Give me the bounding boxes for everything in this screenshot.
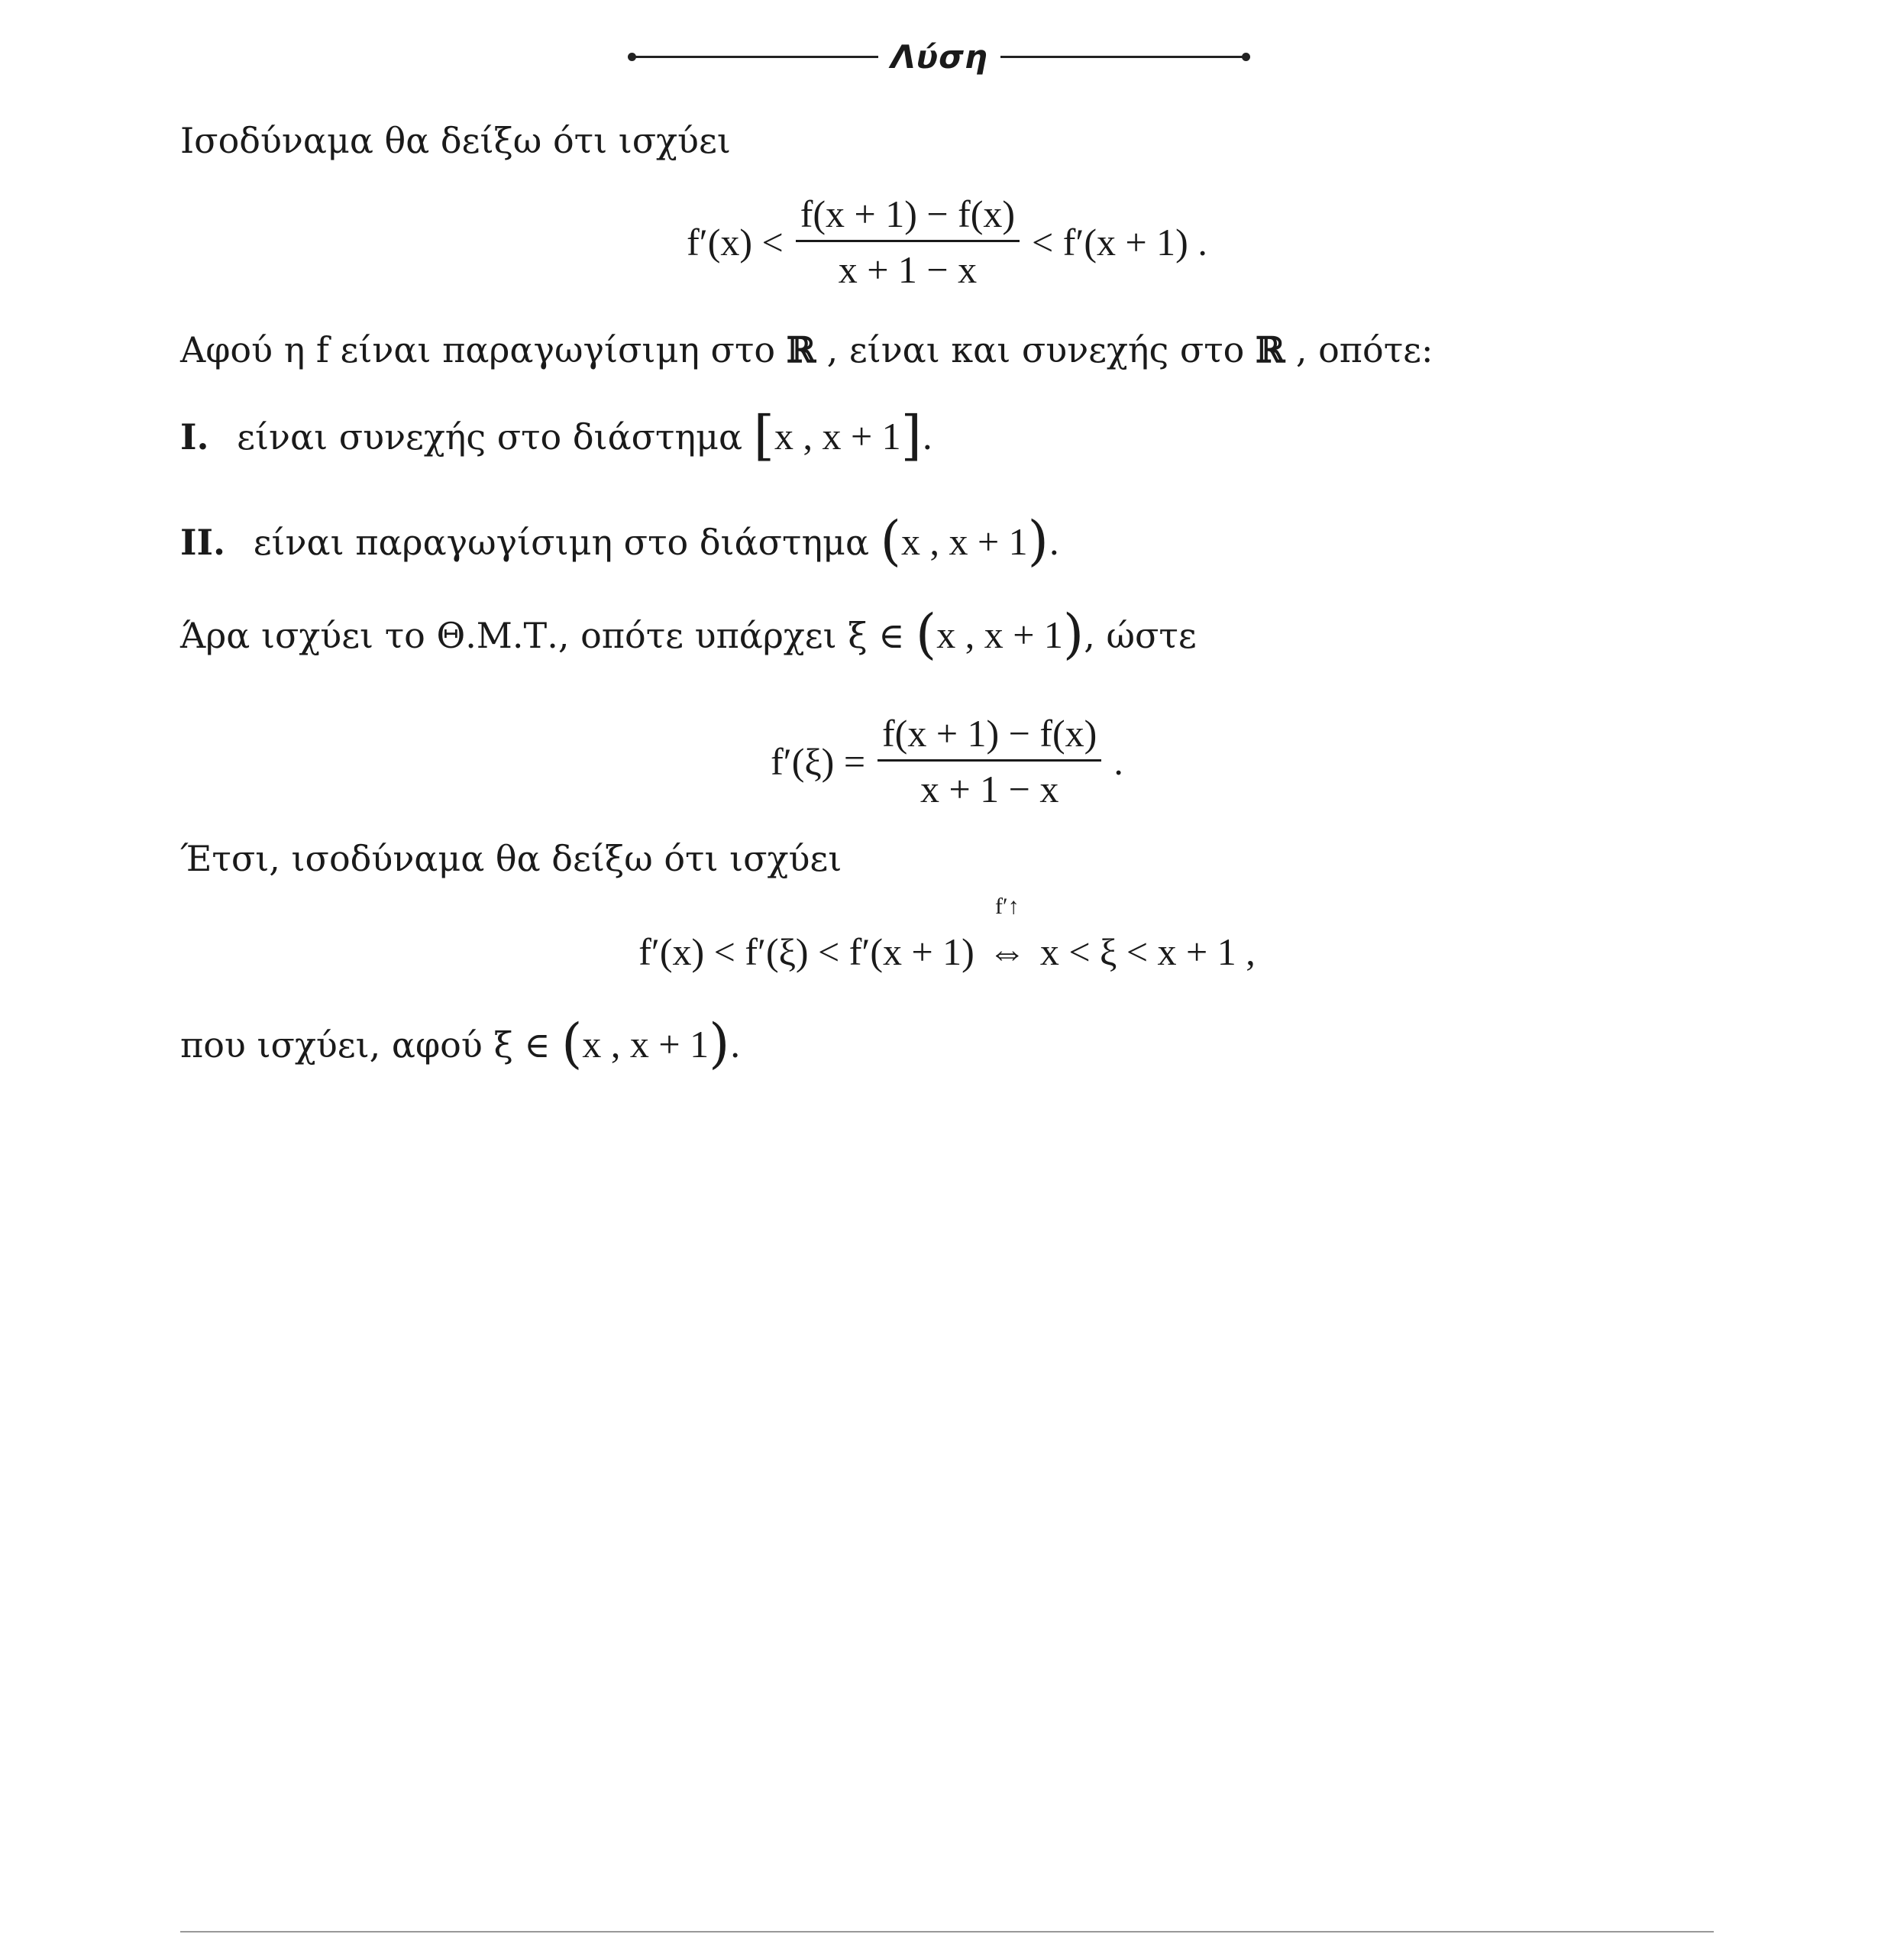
interval: x , x + 1 — [582, 1023, 709, 1066]
implies-group — [987, 894, 1026, 975]
open-paren: ( — [880, 509, 901, 572]
since-line — [180, 327, 1433, 373]
item-text: είναι συνεχής στο διάστημα — [237, 416, 743, 458]
close-paren: ) — [1062, 603, 1084, 665]
eq1-right: < f′(x + 1) . — [1032, 220, 1207, 264]
eq2-left: f′(ξ) = — [771, 739, 866, 783]
since-part2: , είναι και συνεχής στο — [826, 329, 1245, 370]
eq1-fraction — [796, 191, 1020, 293]
reals-symbol: ℝ — [1256, 329, 1285, 370]
reals-symbol: ℝ — [786, 329, 816, 370]
mvt-line — [180, 603, 1197, 665]
footer-rule — [180, 1931, 1714, 1933]
interval: x , x + 1 — [936, 613, 1063, 656]
open-paren: ( — [561, 1012, 583, 1075]
interval: x , x + 1 — [900, 520, 1028, 563]
list-item-1 — [180, 404, 933, 467]
eq2-fraction — [878, 710, 1101, 812]
eq1-numerator: f(x + 1) − f(x) — [796, 191, 1020, 242]
mvt-part2: , ώστε — [1084, 615, 1197, 656]
item-label: I. — [180, 416, 209, 458]
eq2-end: . — [1113, 739, 1123, 783]
interval: x , x + 1 — [774, 415, 901, 458]
equation-3 — [0, 894, 1894, 975]
thus-line: Έτσι, ισοδύναμα θα δείξω ότι ισχύει — [180, 838, 842, 879]
equation-2 — [0, 710, 1894, 812]
since-part3: , οπότε: — [1295, 329, 1433, 370]
header-right-rule — [1000, 56, 1245, 58]
equation-1 — [0, 191, 1894, 293]
item-text: είναι παραγωγίσιμη στο διάστημα — [253, 522, 870, 563]
list-item-2 — [180, 509, 1060, 572]
section-title: Λύση — [890, 38, 988, 76]
mvt-part1: Άρα ισχύει το Θ.Μ.Τ., οπότε υπάρχει ξ ∈ — [180, 615, 905, 656]
header-right-dot — [1242, 53, 1250, 61]
item-label: II. — [180, 522, 226, 563]
eq3-right: x < ξ < x + 1 , — [1039, 930, 1256, 973]
item-end: . — [921, 416, 933, 458]
open-bracket: [ — [753, 404, 774, 467]
final-part1: που ισχύει, αφού ξ ∈ — [180, 1024, 551, 1066]
section-header — [626, 31, 1252, 84]
since-part1: Αφού η f είναι παραγωγίσιμη στο — [180, 329, 776, 370]
eq1-denominator: x + 1 − x — [838, 248, 978, 291]
close-paren: ) — [709, 1012, 730, 1075]
eq2-denominator: x + 1 − x — [920, 768, 1059, 810]
iff-arrow-icon: ⇔ — [987, 930, 1026, 973]
eq1-left: f′(x) < — [687, 220, 784, 264]
final-line — [180, 1012, 742, 1075]
intro-text: Ισοδύναμα θα δείξω ότι ισχύει — [180, 120, 731, 161]
header-left-rule — [634, 56, 878, 58]
eq3-left: f′(x) < f′(ξ) < f′(x + 1) — [638, 930, 974, 973]
open-paren: ( — [915, 603, 937, 665]
eq2-numerator: f(x + 1) − f(x) — [878, 710, 1101, 762]
final-end: . — [729, 1024, 742, 1066]
item-end: . — [1048, 522, 1060, 563]
close-bracket: ] — [900, 404, 922, 467]
monotonic-label: f′↑ — [995, 894, 1020, 919]
close-paren: ) — [1027, 509, 1049, 572]
